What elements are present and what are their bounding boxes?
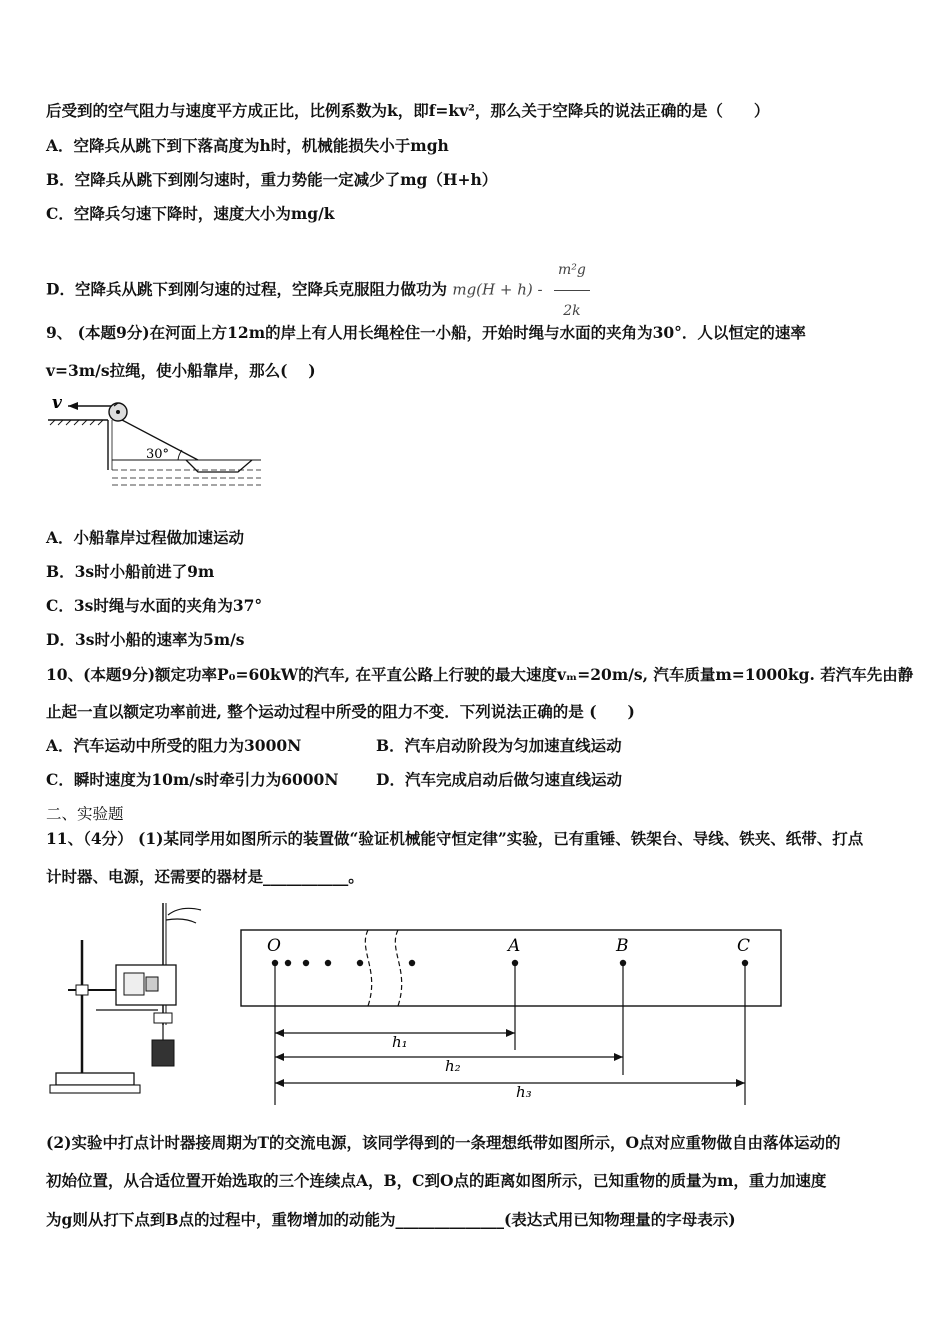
q9-option-b: B．3s时小船前进了9m — [46, 562, 215, 581]
q11-part2-line2: 初始位置，从合适位置开始选取的三个连续点A，B，C到O点的距离如图所示，已知重物的质量为m，重力加速度 — [46, 1171, 827, 1190]
q8-intro: 后受到的空气阻力与速度平方成正比，比例系数为k，即f=kv²，那么关于空降兵的说法正确的是（ ） — [46, 101, 770, 120]
q10-option-d: D．汽车完成启动后做匀速直线运动 — [376, 770, 622, 789]
section-heading: 二、实验题 — [46, 805, 124, 823]
tape-label-a: A — [508, 936, 521, 956]
q8-option-d: D．空降兵从跳下到刚匀速的过程，空降兵克服阻力做功为 — [46, 279, 447, 299]
q8-option-a: A．空降兵从跳下到下落高度为h时，机械能损失小于mgh — [46, 136, 449, 155]
q9-stem-line1: 9、 (本题9分)在河面上方12m的岸上有人用长绳栓住一小船，开始时绳与水面的夹角为30°．人以恒定的速率 — [46, 323, 806, 342]
q10-option-a: A．汽车运动中所受的阻力为3000N — [46, 736, 302, 755]
fraction-denominator: 2k — [563, 303, 581, 319]
figure-angle-label: 30° — [146, 447, 170, 462]
q8-option-d-expr: mg(H + h) - — [452, 280, 543, 299]
q9-boat-figure — [46, 390, 276, 490]
q11-tape-figure — [240, 925, 790, 1110]
tape-label-c: C — [737, 936, 751, 956]
h2-arrow-left-icon — [275, 1053, 284, 1061]
fraction-numerator: m²g — [554, 250, 590, 291]
q8-option-d-row — [46, 250, 590, 331]
q9-option-c: C．3s时绳与水面的夹角为37° — [46, 596, 263, 615]
q8-option-d-fraction — [554, 250, 590, 331]
h1-label: h₁ — [392, 1033, 408, 1051]
q11-stem-line1: 11、（4分） (1)某同学用如图所示的装置做“验证机械能守恒定律”实验，已有重锤、铁架台、导线、铁夹、纸带、打点 — [46, 829, 864, 848]
stand-base — [56, 1073, 134, 1085]
q9-option-d: D．3s时小船的速率为5m/s — [46, 630, 245, 649]
q10-option-b: B．汽车启动阶段为匀加速直线运动 — [376, 736, 622, 755]
timer-part — [146, 977, 158, 991]
q9-stem-line2: v=3m/s拉绳，使小船靠岸，那么( ) — [46, 361, 316, 380]
q8-option-b: B．空降兵从跳下到刚匀速时，重力势能一定减少了mg（H+h） — [46, 170, 498, 189]
timer-coil — [124, 973, 144, 995]
q11-part2-line1: (2)实验中打点计时器接周期为T的交流电源，该同学得到的一条理想纸带如图所示，O点对应重物做自由落体运动的 — [46, 1133, 841, 1152]
q10-stem-line1: 10、(本题9分)额定功率P₀=60kW的汽车, 在平直公路上行驶的最大速度vₘ=20m/s, 汽车质量m=1000kg. 若汽车先由静 — [46, 665, 914, 684]
pulley-axle — [116, 410, 120, 414]
h3-arrow-left-icon — [275, 1079, 284, 1087]
hand-finger — [166, 919, 196, 923]
figure-v-label: v — [52, 393, 62, 413]
q11-stem-line2: 计时器、电源，还需要的器材是___________。 — [46, 867, 364, 886]
h2-label: h₂ — [445, 1057, 461, 1075]
h1-arrow-left-icon — [275, 1029, 284, 1037]
h2-arrow-right-icon — [614, 1053, 623, 1061]
tape-clip — [154, 1013, 172, 1023]
tape-label-b: B — [616, 936, 629, 956]
stand-base-bottom — [50, 1085, 140, 1093]
angle-arc — [178, 450, 182, 460]
q10-option-c: C．瞬时速度为10m/s时牵引力为6000N — [46, 770, 339, 789]
tape-label-o: O — [267, 936, 281, 956]
clamp — [76, 985, 88, 995]
heavy-hammer — [152, 1040, 174, 1066]
arrow-head-icon — [68, 402, 78, 410]
q8-option-c: C．空降兵匀速下降时，速度大小为mg/k — [46, 204, 335, 223]
q9-option-a: A．小船靠岸过程做加速运动 — [46, 528, 245, 547]
hand — [168, 908, 201, 915]
q11-apparatus-figure — [46, 895, 216, 1110]
h3-label: h₃ — [516, 1083, 532, 1101]
q11-part2-line3: 为g则从打下点到B点的过程中，重物增加的动能为______________(表达式用已知物理量的字母表示) — [46, 1210, 736, 1229]
h3-arrow-right-icon — [736, 1079, 745, 1087]
h1-arrow-right-icon — [506, 1029, 515, 1037]
shore-hatch — [50, 420, 103, 425]
q10-stem-line2: 止起一直以额定功率前进, 整个运动过程中所受的阻力不变．下列说法正确的是 ( ) — [46, 702, 635, 721]
